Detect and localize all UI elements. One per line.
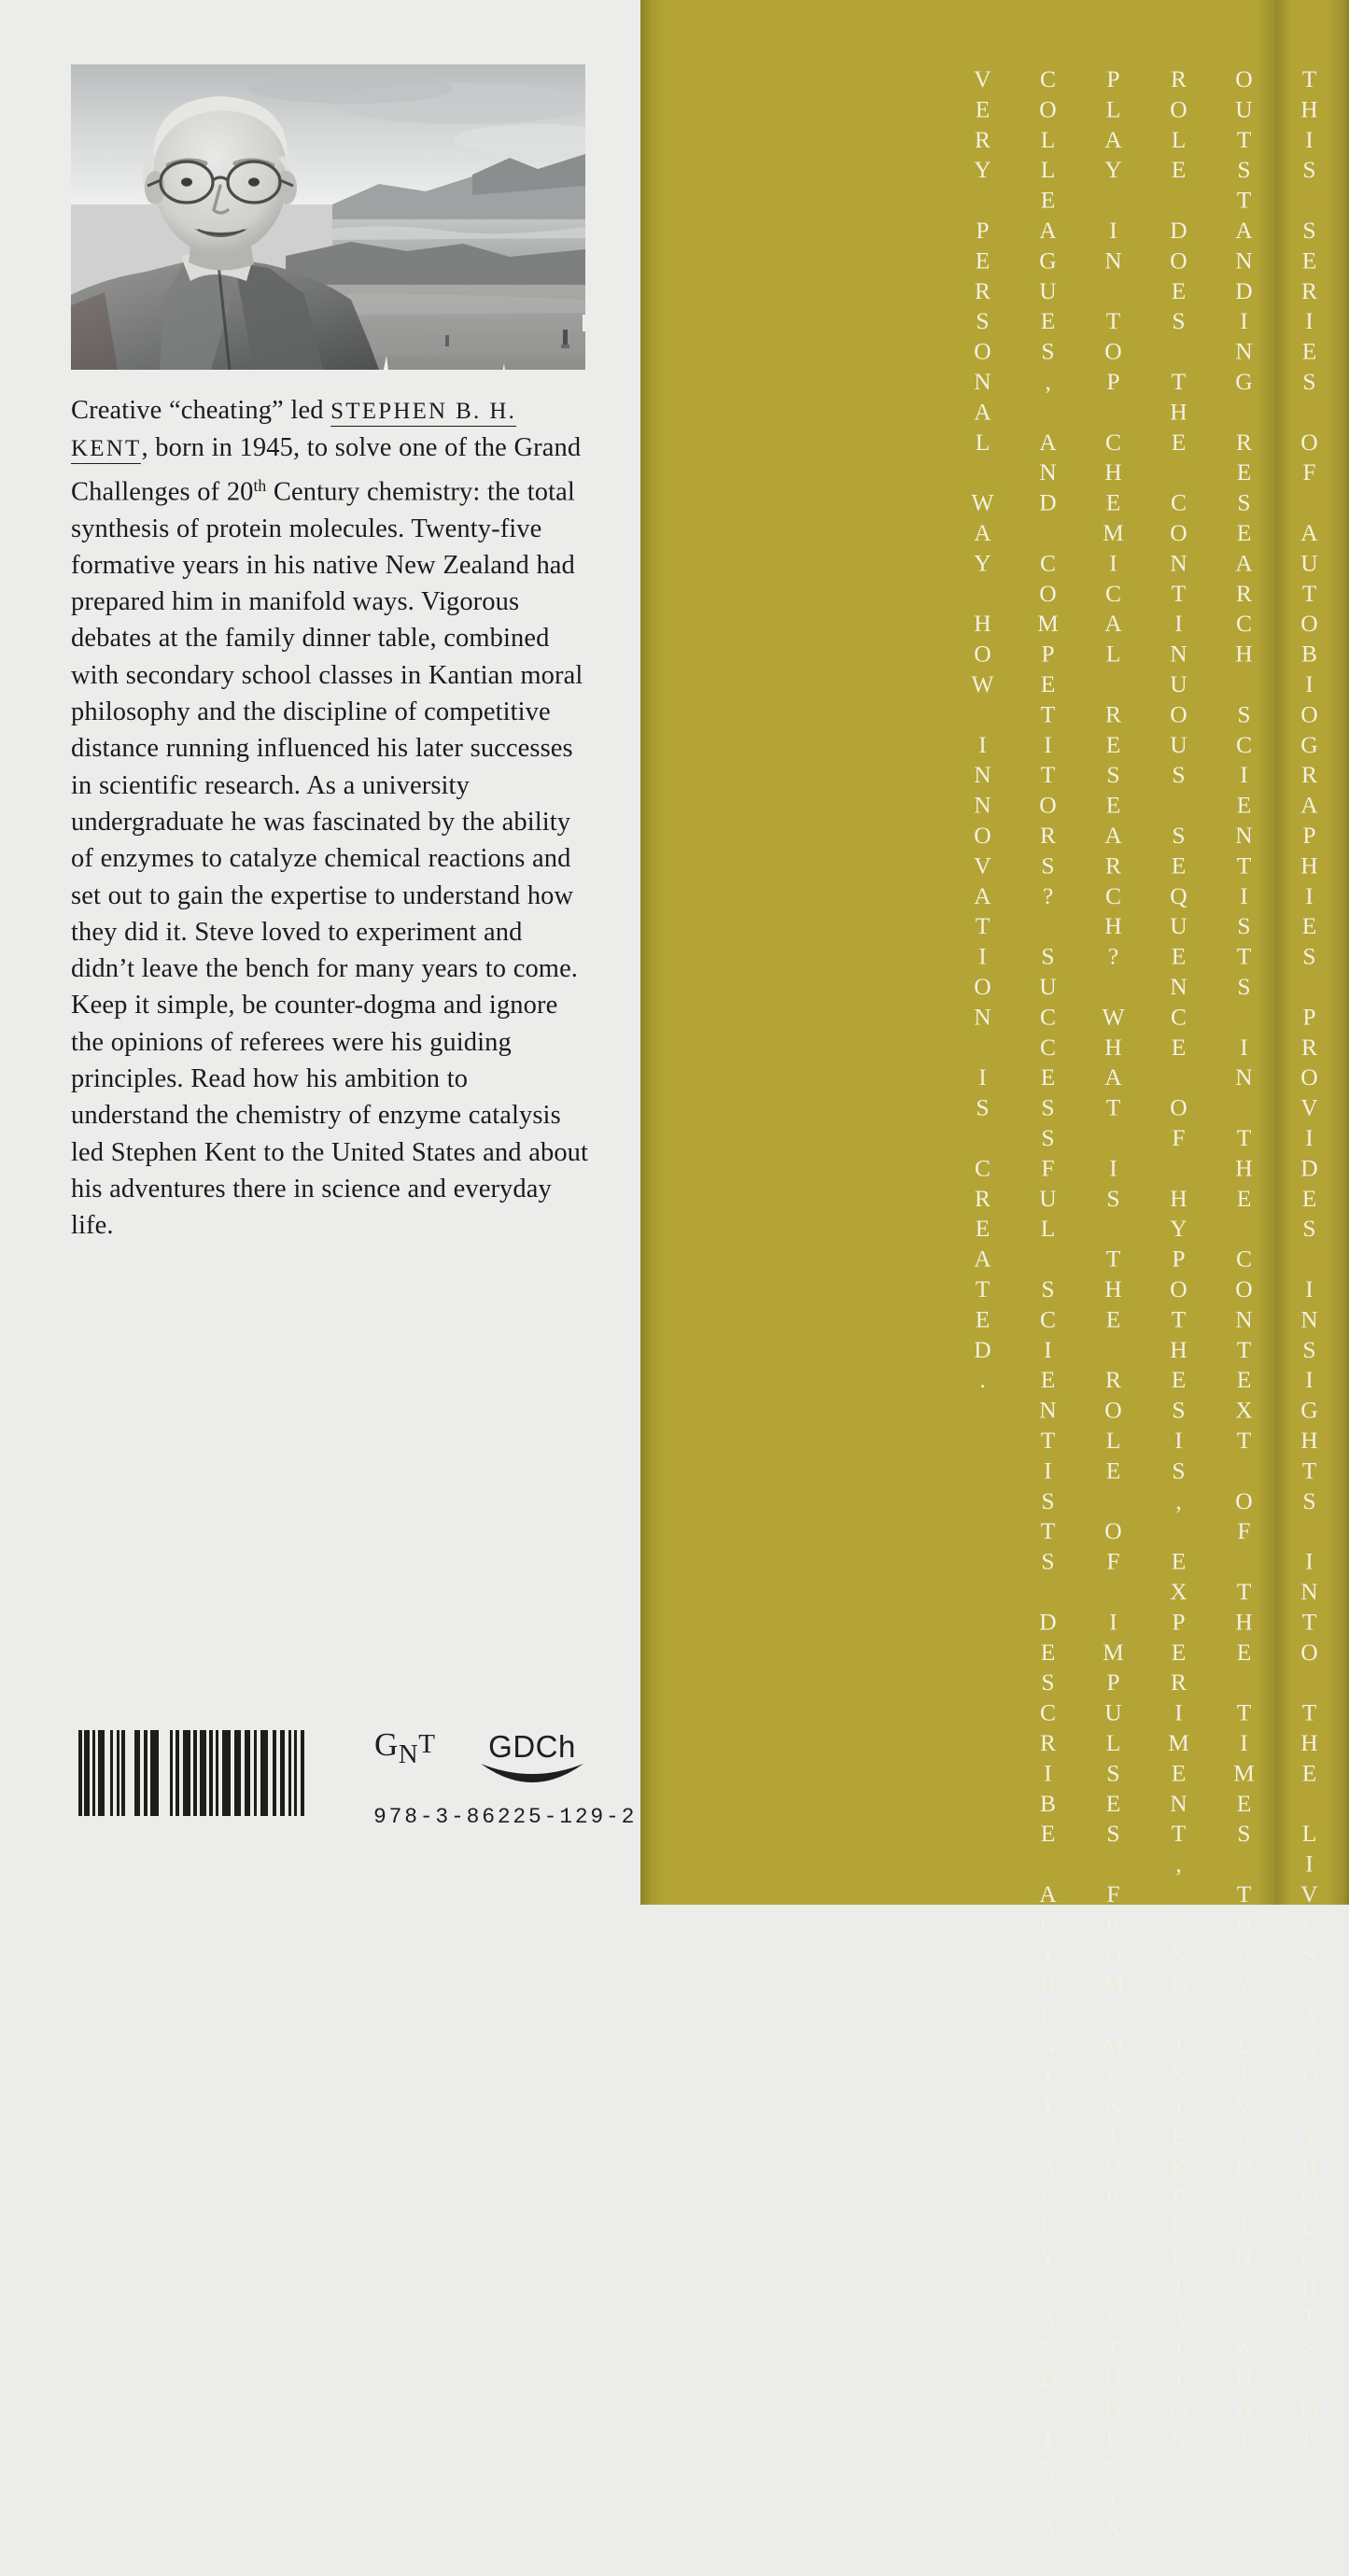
spine-line-1: THIS SERIES OF AUTOBIOGRAPHIES PROVIDES INSIGHTS INTO THE LIVES AND THOUGHTS OF bbox=[1296, 65, 1323, 2456]
blurb-lead: Creative “cheating” led bbox=[71, 396, 331, 425]
spine-panel bbox=[640, 0, 1349, 2576]
publisher-logos bbox=[360, 1723, 638, 1835]
cover-footer bbox=[71, 1723, 638, 1835]
gnt-letter-g: G bbox=[374, 1726, 399, 1763]
portrait-illustration bbox=[71, 64, 585, 370]
author-portrait-photo bbox=[71, 64, 585, 370]
spine-line-6: VERY PERSONAL WAY HOW INNOVATION IS CREATED. bbox=[969, 65, 996, 1397]
spine-fold-crease bbox=[1257, 0, 1290, 1905]
back-cover-panel bbox=[0, 0, 640, 1905]
spine-right-edge-shadow bbox=[1327, 0, 1349, 1905]
barcode-bars bbox=[77, 1730, 310, 1816]
gdch-swoosh-icon bbox=[481, 1764, 583, 1788]
spine-line-3: ROLE DOES THE CONTINUOUS SEQUENCE OF HYPOTHESIS, EXPERIMENT, AND INTERPRETATION bbox=[1165, 65, 1192, 2456]
spine-left-shadow bbox=[640, 0, 665, 1905]
spine-line-5: COLLEAGUES, AND COMPETITORS? SUCCESSFUL SCIENTISTS DESCRIBE AUTHENTICALLY AND IN A bbox=[1034, 65, 1061, 2546]
spine-line-2: OUTSTANDING RESEARCH SCIENTISTS IN THE CONTEXT OF THE TIMES THEY LIVED IN. WHAT bbox=[1230, 65, 1258, 2456]
author-name: STEPHEN B. H. KENT bbox=[71, 399, 516, 464]
isbn-barcode bbox=[77, 1730, 310, 1816]
isbn-number: 978-3-86225-129-2 bbox=[373, 1805, 638, 1829]
gdch-wordmark: GDCh bbox=[488, 1729, 576, 1764]
spine-line-4: PLAY IN TOP CHEMICAL RESEARCH? WHAT IS THE ROLE OF IMPULSES FROM MENTORS, STUDENTS, bbox=[1100, 65, 1127, 2576]
gnt-letter-t: T bbox=[418, 1729, 436, 1760]
ordinal-suffix: th bbox=[253, 475, 267, 495]
back-cover-blurb bbox=[71, 392, 590, 1245]
gnt-letter-n: N bbox=[398, 1739, 419, 1770]
gnt-logo bbox=[374, 1726, 435, 1770]
gdch-logo bbox=[476, 1730, 588, 1788]
blurb-after-name: , born in 1945, to solve one of the Grand Challenges of 20 bbox=[71, 433, 582, 507]
blurb-continued: Century chemistry: the total synthesis of protein molecules. Twenty-five formative years in his native New Zealand had prepared him in manifold ways. Vigorous debates at the family dinner table, combined with secondary school classes in Kantian moral philosophy and the discipline of competitive distance running influenced his later successes in scientific research. As a university undergraduate he was fascinated by the ability of enzymes to catalyze chemical reactions and set out to gain the expertise to understand how they did it. Steve loved to experiment and didn’t leave the bench for many years to come. Keep it simple, be counter-dogma and ignore the opinions of referees were his guiding principles. Read how his ambition to understand the chemistry of enzyme catalysis led Stephen Kent to the United States and about his adventures there in science and everyday life. bbox=[71, 477, 589, 1241]
